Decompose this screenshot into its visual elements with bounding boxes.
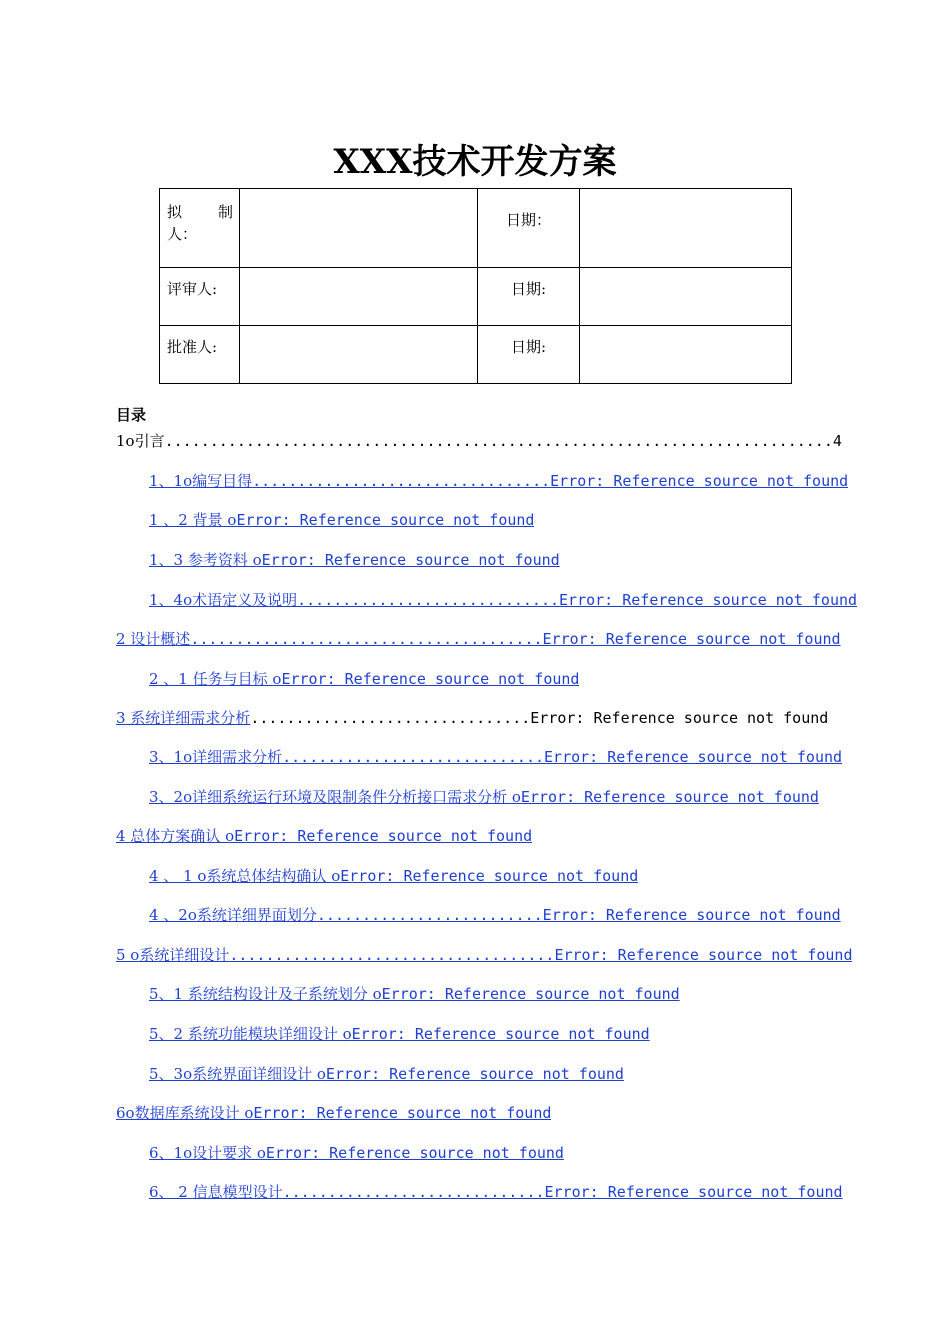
- approver-value-cell[interactable]: [240, 326, 478, 384]
- reviewer-label: 评审人:: [160, 268, 240, 326]
- toc-entry-2-1[interactable]: 2 、1 任务与目标 οError: Reference source not found: [149, 670, 580, 688]
- toc-entry-2[interactable]: 2 设计概述.......................................Error: Reference source not found: [116, 630, 841, 648]
- drafter-label-c: 人：: [167, 225, 198, 243]
- toc-entry-1-3[interactable]: 1、3 参考资料 οError: Reference source not found: [149, 551, 560, 569]
- toc-entry-6-1[interactable]: 6、1ο设计要求 οError: Reference source not found: [149, 1144, 564, 1162]
- toc-entry-3-2[interactable]: 3、2ο详细系统运行环境及限制条件分析接口需求分析 οError: Reference source not found: [149, 788, 819, 806]
- toc-entry-6[interactable]: 6ο数据库系统设计 οError: Reference source not found: [116, 1104, 552, 1122]
- approver-date-value-cell[interactable]: [580, 326, 792, 384]
- toc-entry-4-2[interactable]: 4 、2ο系统详细界面划分.........................Error: Reference source not found: [149, 906, 841, 924]
- approver-label: 批准人:: [160, 326, 240, 384]
- toc-entry-1[interactable]: 1ο引言..........................................................................4: [116, 432, 842, 450]
- toc-entry-1-4[interactable]: 1、4ο术语定义及说明.............................Error: Reference source not found: [149, 591, 858, 609]
- toc-entry-4-1[interactable]: 4 、 1 ο系统总体结构确认 οError: Reference source not found: [149, 867, 639, 885]
- toc-entry-5-2[interactable]: 5、2 系统功能模块详细设计 οError: Reference source not found: [149, 1025, 650, 1043]
- approver-date-label: 日期:: [478, 326, 580, 384]
- toc-entry-3[interactable]: 3 系统详细需求分析...............................Error: Reference source not found: [116, 709, 829, 727]
- toc-entry-5-1[interactable]: 5、1 系统结构设计及子系统划分 οError: Reference source not found: [149, 985, 680, 1003]
- approval-row-reviewer: [160, 268, 792, 326]
- drafter-value-cell[interactable]: [240, 189, 478, 268]
- drafter-date-value-cell[interactable]: [580, 189, 792, 268]
- document-title: XXX技术开发方案: [333, 142, 617, 182]
- toc-entry-5-3[interactable]: 5、3ο系统界面详细设计 οError: Reference source not found: [149, 1065, 624, 1083]
- reviewer-date-value-cell[interactable]: [580, 268, 792, 326]
- toc-heading: 目录: [116, 406, 147, 424]
- approval-row-drafter: [160, 189, 792, 268]
- drafter-label-b: 制: [217, 203, 233, 221]
- reviewer-date-label: 日期:: [478, 268, 580, 326]
- toc-entry-3-1[interactable]: 3、1ο详细需求分析.............................Error: Reference source not found: [149, 748, 843, 766]
- drafter-label-cell: [160, 189, 240, 268]
- drafter-label-a: 拟: [167, 203, 183, 221]
- reviewer-value-cell[interactable]: [240, 268, 478, 326]
- approval-table: [159, 188, 792, 384]
- toc-entry-1-1[interactable]: 1、1ο编写目得.................................Error: Reference source not found: [149, 472, 849, 490]
- approval-row-approver: [160, 326, 792, 384]
- toc-entry-5[interactable]: 5 ο系统详细设计....................................Error: Reference source not found: [116, 946, 853, 964]
- toc-entry-4[interactable]: 4 总体方案确认 οError: Reference source not found: [116, 827, 533, 845]
- toc-entry-1-2[interactable]: 1 、2 背景 οError: Reference source not found: [149, 511, 535, 529]
- drafter-date-label: 日期：: [478, 189, 580, 268]
- toc-entry-6-2[interactable]: 6、 2 信息模型设计.............................Error: Reference source not found: [149, 1183, 843, 1201]
